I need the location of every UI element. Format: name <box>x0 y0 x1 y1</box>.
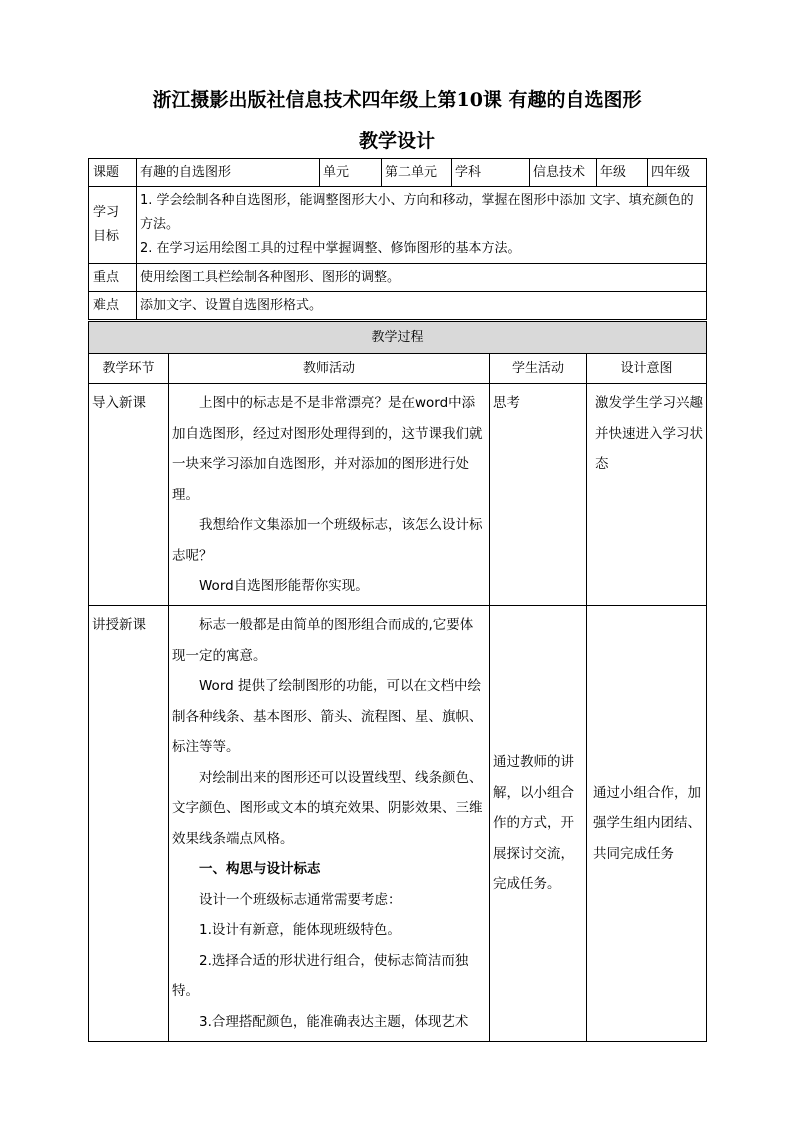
paragraph: 标志一般都是由简单的图形组合而成的,它要体现一定的寓意。 <box>172 617 474 664</box>
paragraph: 上图中的标志是不是非常漂亮？是在word中添加自选图形，经过对图形处理得到的，这节课我们就一块来学习添加自选图形，并对添加的图形进行处理。 <box>172 395 483 503</box>
col-student-header: 学生活动 <box>490 354 587 384</box>
goals-value <box>137 187 707 264</box>
col-intent-header: 设计意图 <box>587 354 707 384</box>
stage-new-lesson: 讲授新课 <box>89 606 169 1042</box>
goal-2: 2. 在学习运用绘图工具的过程中掌握调整、修饰图形的基本方法。 <box>140 241 521 256</box>
paragraph: Word 提供了绘制图形的功能，可以在文档中绘制各种线条、基本图形、箭头、流程图、星、旗帜、标注等等。 <box>172 678 483 755</box>
table-row <box>89 384 707 606</box>
section-heading: 一、构思与设计标志 <box>199 861 321 877</box>
paragraph: 设计一个班级标志通常需要考虑： <box>199 891 402 908</box>
stage-intro: 导入新课 <box>89 384 169 606</box>
paragraph: 3.合理搭配颜色，能准确表达主题，体现艺术 <box>199 1013 469 1030</box>
teaching-process-table <box>88 321 707 1042</box>
document-subtitle: 教学设计 <box>358 130 435 152</box>
design-intent-new-lesson: 通过小组合作，加强学生组内团结、共同完成任务 <box>587 606 707 1042</box>
topic-value: 有趣的自选图形 <box>137 159 320 187</box>
grade-value: 四年级 <box>648 159 707 187</box>
teacher-activity-intro <box>169 384 490 606</box>
table-row <box>89 606 707 1042</box>
col-stage-header: 教学环节 <box>89 354 169 384</box>
topic-label: 课题 <box>89 159 137 187</box>
subject-value: 信息技术 <box>530 159 597 187</box>
subject-label: 学科 <box>452 159 530 187</box>
process-heading: 教学过程 <box>89 322 707 354</box>
unit-value: 第二单元 <box>382 159 452 187</box>
goals-label-line1: 学习 <box>93 205 120 220</box>
paragraph: 1.设计有新意，能体现班级特色。 <box>199 922 401 938</box>
unit-label: 单元 <box>320 159 382 187</box>
difficulty-label: 难点 <box>89 292 137 320</box>
student-activity-new-lesson: 通过教师的讲解，以小组合作的方式，开展探讨交流，完成任务。 <box>490 606 587 1042</box>
difficulty-value: 添加文字、设置自选图形格式。 <box>137 292 707 320</box>
col-teacher-header: 教师活动 <box>169 354 490 384</box>
key-label: 重点 <box>89 264 137 292</box>
paragraph: 2.选择合适的形状进行组合，使标志简洁而独特。 <box>172 952 469 999</box>
student-activity-intro: 思考 <box>490 384 587 606</box>
document-title: 浙江摄影出版社信息技术四年级上第10课 有趣的自选图形 <box>152 89 642 111</box>
paragraph: Word自选图形能帮你实现。 <box>199 578 369 594</box>
grade-label: 年级 <box>597 159 648 187</box>
paragraph: 对绘制出来的图形还可以设置线型、线条颜色、文字颜色、图形或文本的填充效果、阴影效果、三维效果线条端点风格。 <box>172 769 483 847</box>
goal-1: 1. 学会绘制各种自选图形，能调整图形大小、方向和移动，掌握在图形中添加 文字、填充颜色的方法。 <box>140 193 694 232</box>
teacher-activity-new-lesson <box>169 606 490 1042</box>
goals-label-line2: 目标 <box>93 229 120 244</box>
lesson-info-table <box>88 158 707 320</box>
paragraph: 我想给作文集添加一个班级标志，该怎么设计标志呢？ <box>172 517 483 564</box>
design-intent-intro: 激发学生学习兴趣并快速进入学习状态 <box>587 384 707 606</box>
key-value: 使用绘图工具栏绘制各种图形、图形的调整。 <box>137 264 707 292</box>
goals-label <box>89 187 137 264</box>
